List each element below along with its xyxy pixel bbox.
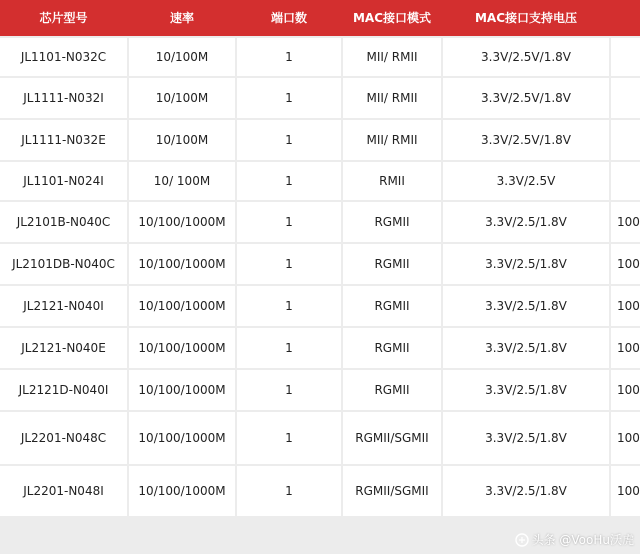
watermark xyxy=(515,531,634,548)
cell-port-count-text: 1 xyxy=(285,341,293,355)
cell-mac-mode-text: RGMII xyxy=(374,257,410,271)
cell-speed xyxy=(129,202,235,242)
table-row xyxy=(0,286,640,326)
cell-mac-mode xyxy=(343,120,441,160)
cell-extra xyxy=(611,38,640,76)
cell-port-count xyxy=(237,466,341,516)
header-mac-voltage: MAC接口支持电压 xyxy=(474,11,578,25)
cell-mac-mode-text: RGMII xyxy=(374,383,410,397)
cell-speed-text: 10/100/1000M xyxy=(138,383,226,397)
cell-mac-voltage xyxy=(443,286,609,326)
cell-port-count-text: 1 xyxy=(285,174,293,188)
cell-chip-model-text: JL2101DB-N040C xyxy=(12,257,115,271)
cell-mac-mode xyxy=(343,244,441,284)
cell-extra xyxy=(611,78,640,118)
cell-speed-text: 10/100M xyxy=(155,50,209,64)
cell-extra xyxy=(611,328,640,368)
cell-mac-voltage xyxy=(443,466,609,516)
cell-extra xyxy=(611,244,640,284)
cell-port-count-text: 1 xyxy=(285,431,293,445)
cell-extra xyxy=(611,466,640,516)
table-row xyxy=(0,162,640,200)
cell-chip-model-text: JL2201-N048C xyxy=(20,431,107,445)
cell-mac-voltage xyxy=(443,120,609,160)
cell-chip-model xyxy=(0,286,127,326)
cell-extra xyxy=(611,202,640,242)
cell-port-count-text: 1 xyxy=(285,50,293,64)
table-header xyxy=(0,0,640,36)
cell-mac-voltage xyxy=(443,244,609,284)
cell-mac-voltage-text: 3.3V/2.5/1.8V xyxy=(485,383,567,397)
cell-port-count-text: 1 xyxy=(285,383,293,397)
cell-speed xyxy=(129,328,235,368)
cell-speed xyxy=(129,286,235,326)
cell-mac-voltage-text: 3.3V/2.5/1.8V xyxy=(485,431,567,445)
cell-port-count xyxy=(237,244,341,284)
cell-extra xyxy=(611,412,640,464)
cell-extra xyxy=(611,286,640,326)
cell-chip-model-text: JL2201-N048I xyxy=(23,484,104,498)
cell-mac-mode-text: MII/ RMII xyxy=(366,50,418,64)
cell-extra-text: 100 xyxy=(617,484,640,498)
cell-port-count xyxy=(237,412,341,464)
header-mac-mode: MAC接口模式 xyxy=(352,11,432,25)
cell-mac-voltage xyxy=(443,412,609,464)
table-row xyxy=(0,244,640,284)
cell-mac-mode-text: RMII xyxy=(379,174,405,188)
cell-speed-text: 10/100/1000M xyxy=(138,484,226,498)
table-row xyxy=(0,370,640,410)
cell-speed-text: 10/100/1000M xyxy=(138,257,226,271)
cell-chip-model-text: JL1101-N032C xyxy=(20,50,107,64)
header-port-count: 端口数 xyxy=(270,11,307,25)
cell-speed-text: 10/100/1000M xyxy=(138,431,226,445)
cell-speed-text: 10/ 100M xyxy=(153,174,211,188)
table-row xyxy=(0,466,640,516)
cell-mac-voltage-text: 3.3V/2.5/1.8V xyxy=(485,341,567,355)
cell-mac-voltage-text: 3.3V/2.5/1.8V xyxy=(485,257,567,271)
cell-port-count xyxy=(237,286,341,326)
cell-speed-text: 10/100/1000M xyxy=(138,341,226,355)
cell-chip-model xyxy=(0,120,127,160)
cell-mac-mode-text: RGMII xyxy=(374,299,410,313)
cell-mac-voltage xyxy=(443,370,609,410)
cell-extra-text: 100 xyxy=(617,299,640,313)
cell-mac-mode xyxy=(343,466,441,516)
header-chip-model: 芯片型号 xyxy=(39,11,88,25)
cell-mac-voltage-text: 3.3V/2.5/1.8V xyxy=(485,215,567,229)
cell-mac-voltage-text: 3.3V/2.5V xyxy=(496,174,556,188)
cell-speed xyxy=(129,162,235,200)
cell-mac-voltage xyxy=(443,78,609,118)
cell-chip-model xyxy=(0,38,127,76)
cell-mac-mode xyxy=(343,202,441,242)
cell-chip-model xyxy=(0,78,127,118)
cell-speed-text: 10/100/1000M xyxy=(138,215,226,229)
cell-mac-voltage xyxy=(443,202,609,242)
cell-mac-voltage-text: 3.3V/2.5V/1.8V xyxy=(481,50,571,64)
cell-mac-voltage-text: 3.3V/2.5V/1.8V xyxy=(481,133,571,147)
cell-mac-voltage xyxy=(443,38,609,76)
cell-mac-mode xyxy=(343,412,441,464)
cell-extra xyxy=(611,162,640,200)
cell-chip-model-text: JL1111-N032E xyxy=(21,133,106,147)
cell-mac-voltage-text: 3.3V/2.5/1.8V xyxy=(485,299,567,313)
table-row xyxy=(0,120,640,160)
table-row xyxy=(0,38,640,76)
header-speed: 速率 xyxy=(169,11,194,25)
cell-chip-model xyxy=(0,466,127,516)
cell-port-count-text: 1 xyxy=(285,484,293,498)
cell-port-count xyxy=(237,38,341,76)
cell-chip-model xyxy=(0,162,127,200)
cell-mac-mode xyxy=(343,38,441,76)
cell-chip-model xyxy=(0,370,127,410)
cell-mac-mode xyxy=(343,286,441,326)
cell-extra-text: 100 xyxy=(617,257,640,271)
table-row xyxy=(0,328,640,368)
cell-speed xyxy=(129,244,235,284)
cell-extra-text: 100 xyxy=(617,431,640,445)
cell-port-count-text: 1 xyxy=(285,91,293,105)
cell-port-count xyxy=(237,202,341,242)
cell-mac-voltage xyxy=(443,328,609,368)
cell-chip-model-text: JL2121-N040E xyxy=(21,341,106,355)
cell-mac-mode-text: MII/ RMII xyxy=(366,91,418,105)
table-row xyxy=(0,412,640,464)
cell-port-count-text: 1 xyxy=(285,215,293,229)
cell-port-count-text: 1 xyxy=(285,257,293,271)
cell-port-count xyxy=(237,78,341,118)
cell-speed xyxy=(129,466,235,516)
toutiao-logo-icon xyxy=(515,533,529,547)
cell-speed xyxy=(129,38,235,76)
cell-chip-model-text: JL2121D-N040I xyxy=(18,383,109,397)
cell-chip-model-text: JL1101-N024I xyxy=(23,174,104,188)
watermark-text: 头条 @VooHu沃虎 xyxy=(531,533,634,547)
cell-extra xyxy=(611,370,640,410)
cell-port-count xyxy=(237,120,341,160)
cell-chip-model xyxy=(0,202,127,242)
cell-mac-mode-text: RGMII/SGMII xyxy=(355,484,429,498)
cell-speed-text: 10/100/1000M xyxy=(138,299,226,313)
cell-port-count-text: 1 xyxy=(285,133,293,147)
cell-chip-model-text: JL1111-N032I xyxy=(23,91,104,105)
cell-speed xyxy=(129,412,235,464)
cell-mac-mode xyxy=(343,78,441,118)
cell-chip-model xyxy=(0,328,127,368)
table-row xyxy=(0,202,640,242)
cell-chip-model-text: JL2121-N040I xyxy=(23,299,104,313)
cell-extra-text: 100 xyxy=(617,215,640,229)
cell-speed xyxy=(129,370,235,410)
cell-port-count-text: 1 xyxy=(285,299,293,313)
cell-mac-mode xyxy=(343,162,441,200)
cell-mac-mode-text: RGMII xyxy=(374,341,410,355)
cell-port-count xyxy=(237,370,341,410)
cell-mac-mode-text: MII/ RMII xyxy=(366,133,418,147)
cell-mac-voltage xyxy=(443,162,609,200)
cell-chip-model xyxy=(0,412,127,464)
cell-chip-model-text: JL2101B-N040C xyxy=(16,215,111,229)
cell-speed-text: 10/100M xyxy=(155,133,209,147)
cell-mac-mode xyxy=(343,370,441,410)
cell-port-count xyxy=(237,328,341,368)
cell-extra xyxy=(611,120,640,160)
cell-extra-text: 100 xyxy=(617,341,640,355)
cell-chip-model xyxy=(0,244,127,284)
cell-mac-mode xyxy=(343,328,441,368)
cell-mac-mode-text: RGMII/SGMII xyxy=(355,431,429,445)
cell-extra-text: 100 xyxy=(617,383,640,397)
cell-port-count xyxy=(237,162,341,200)
cell-mac-voltage-text: 3.3V/2.5/1.8V xyxy=(485,484,567,498)
cell-speed xyxy=(129,120,235,160)
cell-mac-mode-text: RGMII xyxy=(374,215,410,229)
table-row xyxy=(0,78,640,118)
cell-mac-voltage-text: 3.3V/2.5V/1.8V xyxy=(481,91,571,105)
cell-speed xyxy=(129,78,235,118)
cell-speed-text: 10/100M xyxy=(155,91,209,105)
